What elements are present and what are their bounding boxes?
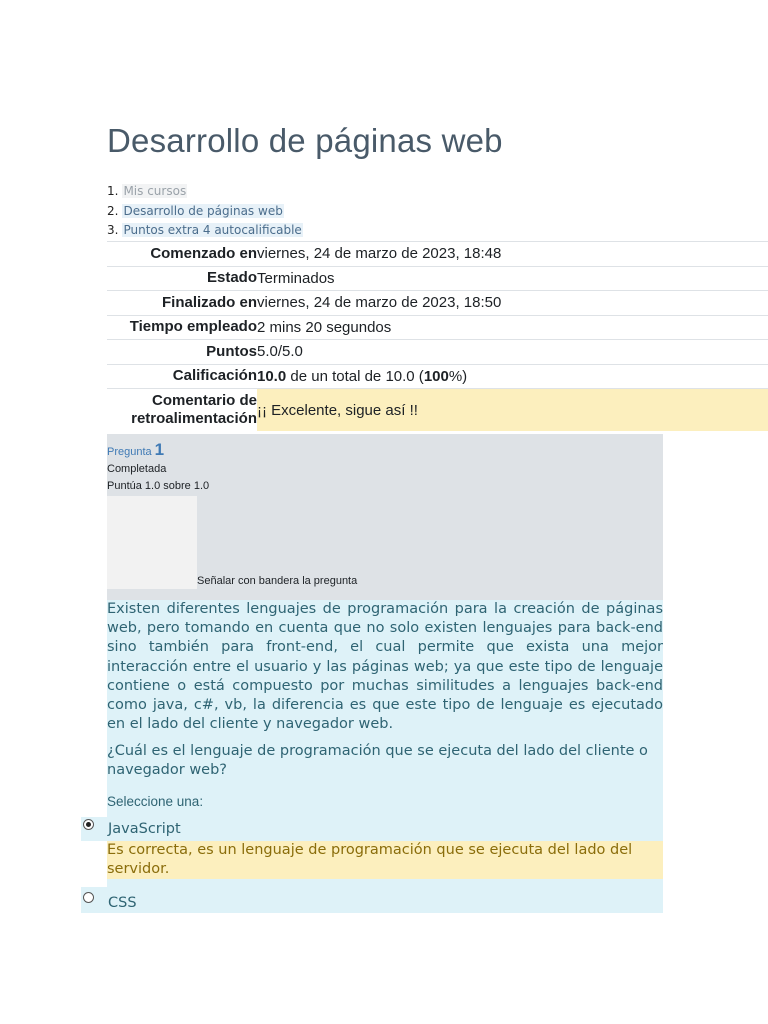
summary-value: 5.0/5.0 — [257, 343, 303, 361]
summary-row-points — [107, 340, 768, 365]
select-one-label: Seleccione una: — [107, 794, 204, 809]
radio-button[interactable] — [83, 892, 94, 903]
grade-percent-suffix: %) — [448, 367, 468, 385]
breadcrumb-link-mis-cursos[interactable]: Mis cursos — [123, 184, 187, 198]
summary-label — [107, 389, 257, 432]
breadcrumb-number: 2. — [107, 203, 119, 218]
breadcrumb — [107, 182, 303, 241]
summary-value — [257, 364, 768, 389]
summary-label: Calificación — [172, 367, 257, 385]
question-number: 1 — [154, 440, 165, 459]
grade-score: 10.0 — [257, 367, 287, 385]
breadcrumb-link-course[interactable]: Desarrollo de páginas web — [123, 203, 283, 218]
answer-feedback: Es correcta, es un lenguaje de programación que se ejecuta del lado del servidor. — [107, 841, 663, 879]
answer-option-css[interactable] — [81, 887, 663, 913]
breadcrumb-item — [107, 202, 303, 222]
summary-row-grade — [107, 364, 768, 389]
flag-question-link[interactable]: Señalar con bandera la pregunta — [197, 575, 358, 587]
summary-row-time-taken — [107, 315, 768, 340]
summary-label: Tiempo empleado — [129, 318, 257, 336]
question-content — [107, 600, 663, 913]
feedback-label-line1: Comentario de — [151, 392, 257, 409]
summary-row-started — [107, 242, 768, 267]
answer-label[interactable]: CSS — [108, 895, 137, 911]
grade-total: de un total de 10.0 ( — [286, 367, 424, 385]
feedback-label-line2: retroalimentación — [131, 410, 257, 427]
quiz-summary-table — [107, 241, 768, 431]
question-prompt-text: ¿Cuál es el lenguaje de programación que se ejecuta del lado del cliente o navegador web? — [107, 743, 648, 779]
question-state: Completada — [107, 463, 167, 475]
grade-percent: 100 — [423, 367, 449, 385]
summary-label: Estado — [206, 269, 257, 287]
summary-row-finished — [107, 291, 768, 316]
summary-value: Terminados — [257, 269, 335, 287]
summary-label: Finalizado en — [161, 293, 257, 311]
breadcrumb-number: 3. — [107, 223, 119, 237]
question-label: Pregunta — [107, 446, 152, 458]
summary-row-state — [107, 266, 768, 291]
question-heading — [107, 440, 164, 460]
breadcrumb-item — [107, 182, 303, 202]
breadcrumb-number: 1. — [107, 184, 119, 198]
breadcrumb-link-quiz[interactable]: Puntos extra 4 autocalificable — [123, 223, 302, 237]
summary-label: Puntos — [206, 342, 257, 360]
question-text: Existen diferentes lenguajes de programación para la creación de páginas web, pero tomando en cuenta que no solo existen lenguajes para back-end sino también para front-end, el cual permite que exista una mejor interacción entre el usuario y las páginas web; ya que este tipo de lenguaje contiene o está compuesto por muchas similitudes a lenguajes back-end como java, c#, vb, la diferencia es que este tipo de lenguaje es ejecutado en el lado del cliente y navegador web. — [107, 601, 663, 733]
summary-label: Comenzado en — [150, 244, 257, 262]
question-grade: Puntúa 1.0 sobre 1.0 — [107, 480, 210, 492]
answer-label[interactable]: JavaScript — [108, 821, 181, 837]
breadcrumb-item — [107, 221, 303, 241]
radio-button-checked[interactable] — [83, 819, 94, 830]
summary-value: viernes, 24 de marzo de 2023, 18:50 — [257, 294, 502, 312]
summary-row-feedback — [107, 389, 768, 432]
flag-icon[interactable] — [107, 496, 197, 589]
overall-feedback: ¡¡ Excelente, sigue así !! — [257, 389, 768, 432]
summary-value: viernes, 24 de marzo de 2023, 18:48 — [257, 245, 502, 263]
answer-option-javascript[interactable] — [81, 817, 663, 841]
summary-value: 2 mins 20 segundos — [257, 318, 392, 336]
page-title: Desarrollo de páginas web — [107, 122, 503, 159]
question-info-panel — [107, 434, 663, 600]
